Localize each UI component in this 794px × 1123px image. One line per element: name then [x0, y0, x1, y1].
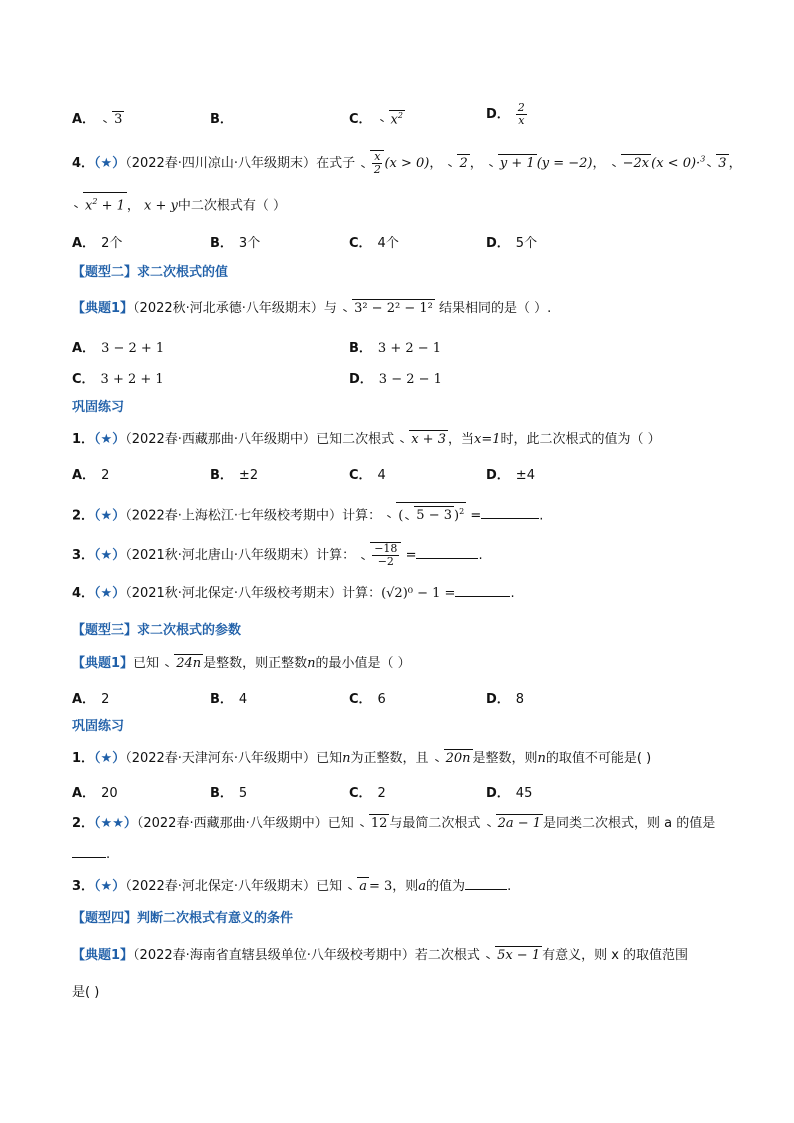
practice-heading-type3: 巩固练习: [72, 719, 125, 734]
type3-example-expr: 24n: [163, 656, 203, 671]
type2-p2-stem: 2．（★）（2022春·上海松江·七年级校考期中）计算： ( 5 − 3 )$^2$ = .: [72, 502, 734, 525]
q4-stem-line2: $x^2 + 1$ ， x + y中二次根式有（ ）: [72, 192, 734, 215]
q3-option-c-value: $x^2$: [378, 112, 405, 127]
type3-p1-expr: 20n: [433, 751, 473, 766]
type3-p2-stem: 2．（★★）（2022春·西藏那曲·八年级期中）已知 12 与最简二次根式 2a − 1 是同类二次根式，则 a 的值是: [72, 816, 716, 831]
q4-expr6: $x^2 + 1$: [72, 198, 127, 213]
difficulty-star: （★）: [94, 879, 126, 894]
q3-option-d[interactable]: D． $\frac{2}{x}$: [486, 101, 525, 127]
q4-expr7: x + y: [144, 198, 178, 214]
difficulty-star: （★★）: [94, 816, 137, 831]
type2-option-b[interactable]: B． 3 + 2 − 1: [349, 341, 442, 356]
q4-option-d[interactable]: D． 5个: [486, 236, 538, 251]
type2-example-expr: 3² − 2² − 1²: [341, 301, 435, 316]
type3-p1-option-b[interactable]: B． 5: [210, 786, 248, 801]
type4-example-stem: 【典题1】（2022春·海南省直辖县级单位·八年级校考期中）若二次根式 5x − 1 有意义，则 x 的取值范围: [72, 948, 689, 963]
section-heading-type4: 【题型四】判断二次根式有意义的条件: [72, 911, 294, 926]
answer-blank[interactable]: [481, 518, 539, 519]
type2-p1-option-a[interactable]: A． 2: [72, 468, 110, 483]
type2-p3-expr: $\frac{-18}{-2}$: [359, 548, 401, 563]
type4-example-line2: 是( ): [72, 985, 100, 1000]
type3-option-d[interactable]: D． 8: [486, 692, 525, 707]
type2-p1-expr: x + 3: [398, 432, 448, 447]
q3-option-d-fraction: $\frac{2}{x}$: [517, 101, 525, 127]
type2-p2-expr: ( 5 − 3 )$^2$: [385, 508, 466, 523]
q3-option-a-value: 3: [101, 112, 124, 127]
q4-stem-line1: 4．（★）（2022春·四川凉山·八年级期末）在式子 $\frac{x}{2}$ (x > 0)， 2 ， y + 1 (y = −2)， −2x (x < 0)·$^3$ 3 ，: [72, 150, 742, 176]
type2-p1-stem: 1．（★）（2022春·西藏那曲·八年级期中）已知二次根式 x + 3 ，当x=1时，此二次根式的值为（ ）: [72, 432, 661, 447]
type2-p4-expr: (√2)⁰ − 1 =: [381, 586, 456, 601]
type2-p4-stem: 4．（★）（2021秋·河北保定·八年级校考期末）计算：(√2)⁰ − 1 = .: [72, 586, 515, 601]
q4-option-a[interactable]: A． 2个: [72, 236, 123, 251]
type3-p1-stem: 1．（★）（2022春·天津河东·八年级期中）已知n为正整数，且 20n 是整数，则n的取值不可能是( ): [72, 751, 652, 766]
type2-p1-option-d[interactable]: D． ±4: [486, 468, 535, 483]
type3-p2-line2: .: [72, 846, 734, 864]
type2-example-stem: 【典题1】（2022秋·河北承德·八年级期末）与 3² − 2² − 1² 结果相同的是（ ）.: [72, 301, 552, 316]
type2-option-d[interactable]: D． 3 − 2 − 1: [349, 372, 442, 387]
type3-p2-expr2: 2a − 1: [485, 816, 543, 831]
type3-option-b[interactable]: B． 4: [210, 692, 248, 707]
type2-p3-stem: 3．（★）（2021秋·河北唐山·八年级期末）计算： $\frac{-18}{-2}$ = .: [72, 542, 483, 568]
q4-expr2: 2: [446, 156, 469, 171]
difficulty-star: （★）: [94, 156, 126, 171]
type3-p2-expr1: 12: [358, 816, 390, 831]
difficulty-star: （★）: [94, 432, 126, 447]
q4-expr4: −2x (x < 0)·$^3$ 3: [610, 156, 729, 171]
q3-option-a[interactable]: A． 3: [72, 112, 123, 127]
type3-p1-option-a[interactable]: A． 20: [72, 786, 118, 801]
answer-blank[interactable]: [416, 558, 478, 559]
section-heading-type2: 【题型二】求二次根式的值: [72, 265, 229, 280]
answer-blank[interactable]: [72, 857, 106, 858]
difficulty-star: （★）: [94, 548, 126, 563]
type3-p1-option-d[interactable]: D． 45: [486, 786, 533, 801]
answer-blank[interactable]: [465, 889, 507, 890]
difficulty-star: （★）: [94, 586, 126, 601]
type2-option-a[interactable]: A． 3 − 2 + 1: [72, 341, 165, 356]
q4-expr1: $\frac{x}{2}$ (x > 0): [359, 156, 429, 171]
q4-option-b[interactable]: B． 3个: [210, 236, 261, 251]
section-heading-type3: 【题型三】求二次根式的参数: [72, 623, 242, 638]
type3-p1-option-c[interactable]: C． 2: [349, 786, 386, 801]
type3-option-c[interactable]: C． 6: [349, 692, 386, 707]
type2-p1-option-b[interactable]: B． ±2: [210, 468, 259, 483]
type2-p1-option-c[interactable]: C． 4: [349, 468, 386, 483]
answer-blank[interactable]: [455, 596, 510, 597]
type3-p3-stem: 3．（★）（2022春·河北保定·八年级期末）已知 a = 3，则a的值为 .: [72, 879, 512, 894]
type3-option-a[interactable]: A． 2: [72, 692, 110, 707]
q3-option-b[interactable]: B．: [210, 112, 233, 127]
q3-option-c[interactable]: C． $x^2$: [349, 110, 403, 127]
type2-option-c[interactable]: C． 3 + 2 + 1: [72, 372, 164, 387]
difficulty-star: （★）: [94, 508, 126, 524]
difficulty-star: （★）: [94, 751, 126, 766]
q4-option-c[interactable]: C． 4个: [349, 236, 399, 251]
practice-heading-type2: 巩固练习: [72, 400, 125, 415]
type3-example-stem: 【典题1】已知 24n 是整数，则正整数n的最小值是（ ）: [72, 656, 411, 671]
type3-p3-expr: a: [346, 879, 369, 894]
q4-expr3: y + 1 (y = −2): [487, 156, 593, 171]
type4-example-expr: 5x − 1: [484, 948, 542, 963]
